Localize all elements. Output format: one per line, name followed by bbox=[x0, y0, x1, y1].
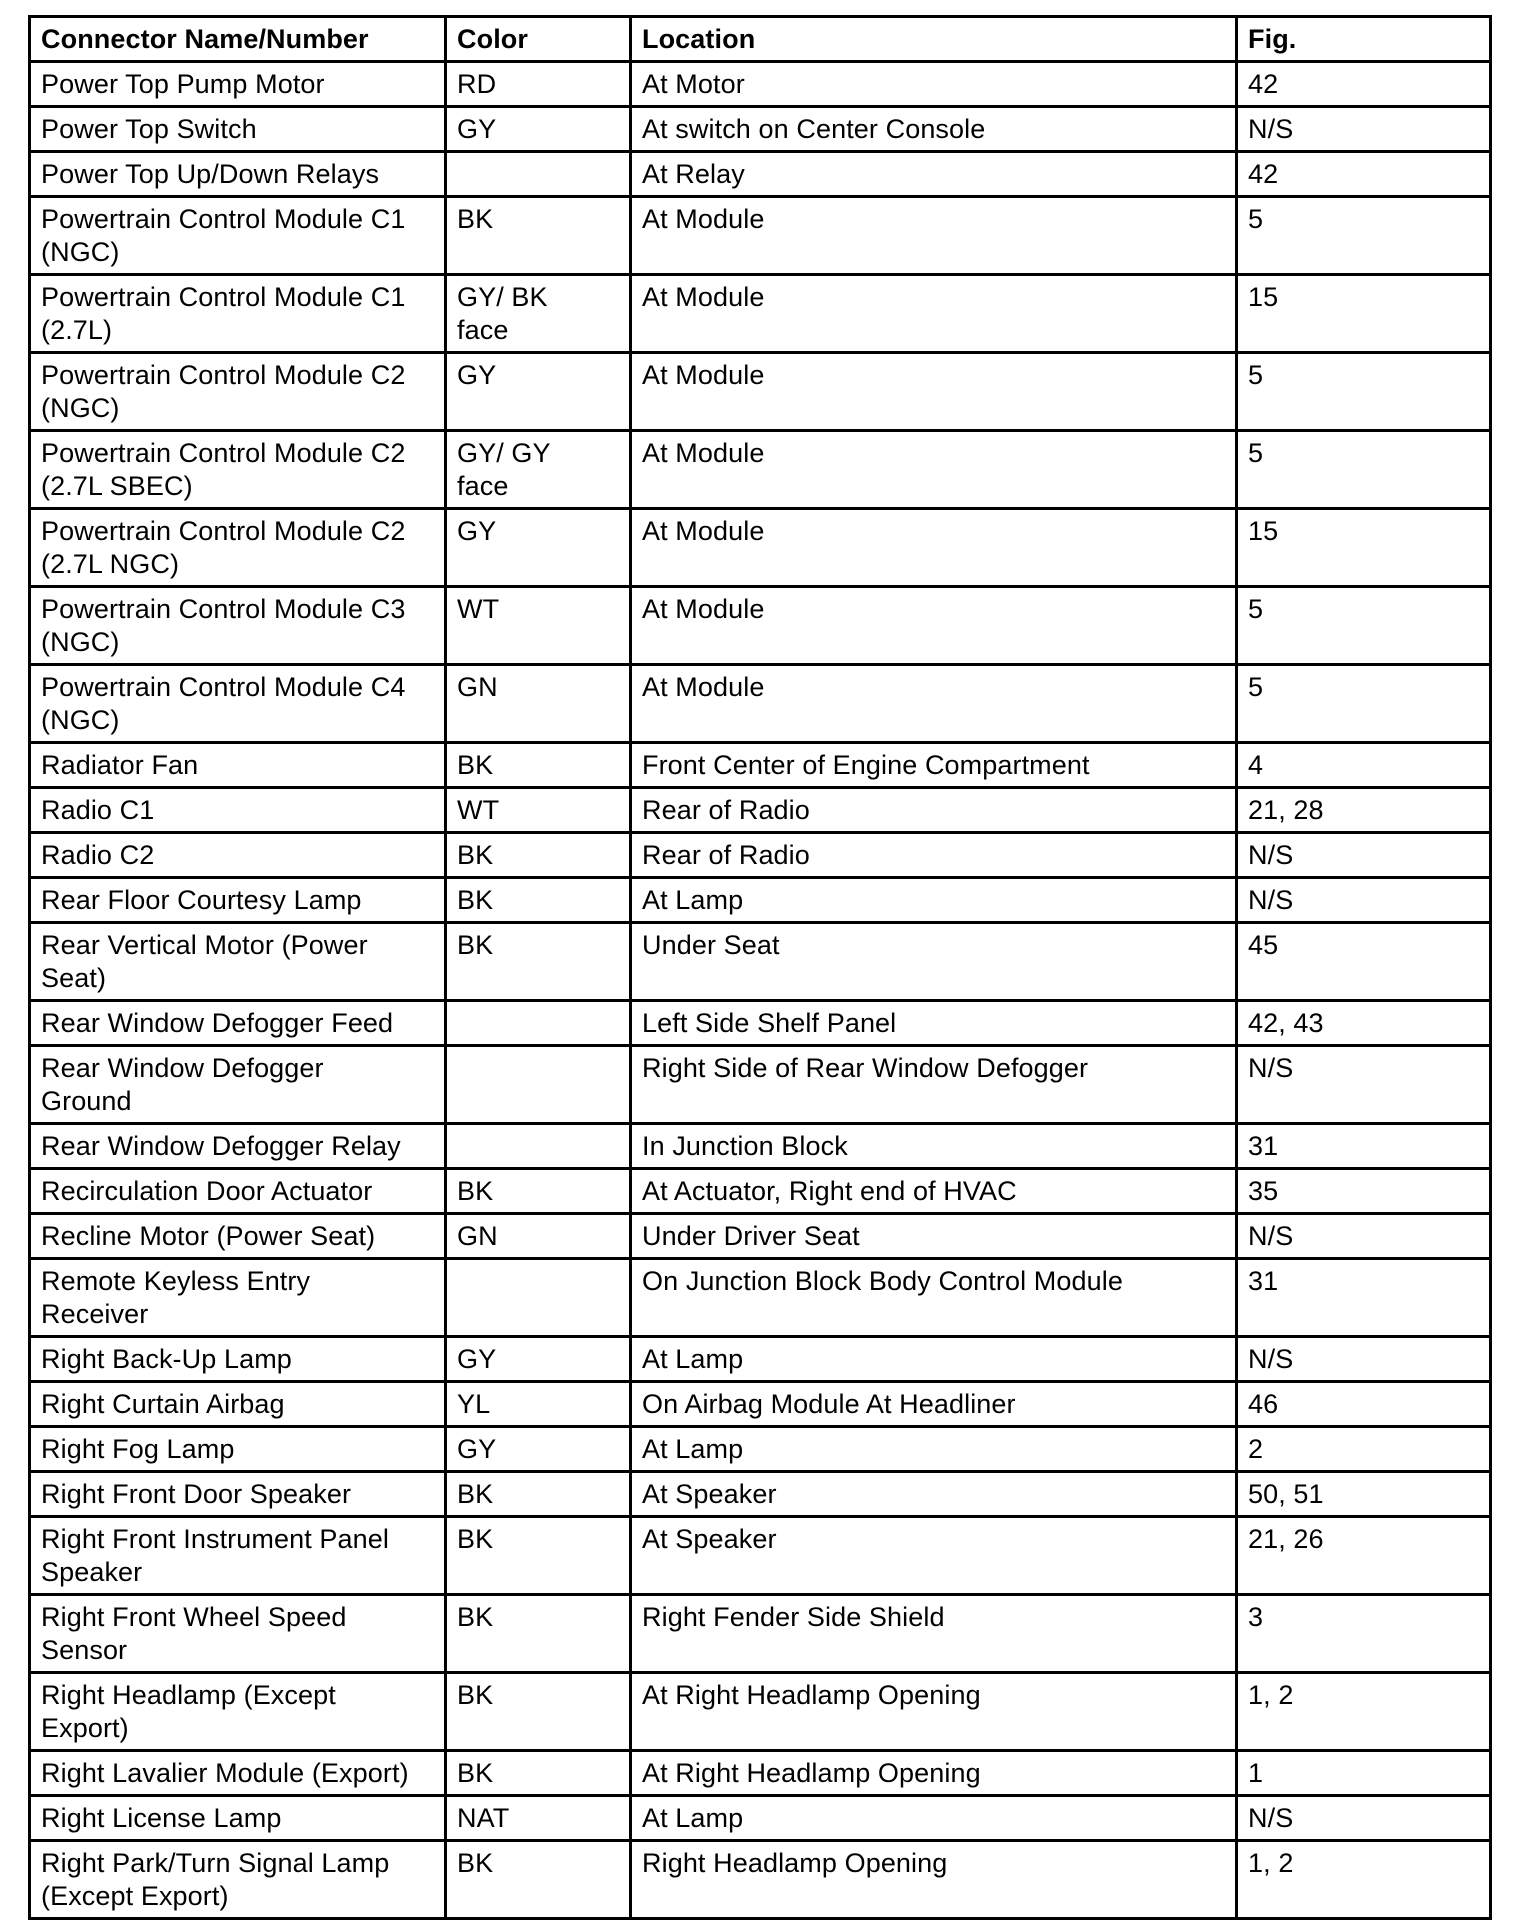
cell-color: BK bbox=[446, 1595, 631, 1673]
table-row bbox=[30, 587, 1491, 665]
cell-fig: 21, 26 bbox=[1237, 1517, 1491, 1595]
cell-fig: 21, 28 bbox=[1237, 788, 1491, 833]
cell-location: At switch on Center Console bbox=[631, 107, 1237, 152]
cell-connector-name: Right Front Door Speaker bbox=[30, 1472, 446, 1517]
header-connector-name: Connector Name/Number bbox=[30, 17, 446, 62]
cell-fig: N/S bbox=[1237, 1214, 1491, 1259]
table-row bbox=[30, 1673, 1491, 1751]
table-row bbox=[30, 1046, 1491, 1124]
cell-fig: 5 bbox=[1237, 587, 1491, 665]
cell-fig: 5 bbox=[1237, 665, 1491, 743]
cell-color: BK bbox=[446, 743, 631, 788]
table-row bbox=[30, 1337, 1491, 1382]
cell-connector-name: Recline Motor (Power Seat) bbox=[30, 1214, 446, 1259]
cell-location: At Lamp bbox=[631, 878, 1237, 923]
cell-connector-name: Powertrain Control Module C4 (NGC) bbox=[30, 665, 446, 743]
cell-color: RD bbox=[446, 62, 631, 107]
cell-fig: 15 bbox=[1237, 509, 1491, 587]
cell-connector-name: Right Front Instrument Panel Speaker bbox=[30, 1517, 446, 1595]
cell-connector-name: Remote Keyless Entry Receiver bbox=[30, 1259, 446, 1337]
table-row bbox=[30, 353, 1491, 431]
table-row bbox=[30, 878, 1491, 923]
cell-location: Right Headlamp Opening bbox=[631, 1841, 1237, 1919]
cell-fig: 31 bbox=[1237, 1259, 1491, 1337]
cell-color: GY bbox=[446, 107, 631, 152]
cell-color: BK bbox=[446, 1841, 631, 1919]
cell-location: At Motor bbox=[631, 62, 1237, 107]
cell-location: At Module bbox=[631, 197, 1237, 275]
cell-fig: 15 bbox=[1237, 275, 1491, 353]
table-row bbox=[30, 833, 1491, 878]
table-row bbox=[30, 1841, 1491, 1919]
cell-fig: 42, 43 bbox=[1237, 1001, 1491, 1046]
cell-color: BK bbox=[446, 1472, 631, 1517]
cell-connector-name: Right Fog Lamp bbox=[30, 1427, 446, 1472]
cell-connector-name: Power Top Switch bbox=[30, 107, 446, 152]
cell-connector-name: Rear Floor Courtesy Lamp bbox=[30, 878, 446, 923]
cell-color: GY bbox=[446, 1337, 631, 1382]
table-row bbox=[30, 1214, 1491, 1259]
cell-color bbox=[446, 152, 631, 197]
cell-connector-name: Power Top Up/Down Relays bbox=[30, 152, 446, 197]
table-row bbox=[30, 197, 1491, 275]
cell-connector-name: Right Back-Up Lamp bbox=[30, 1337, 446, 1382]
cell-fig: 42 bbox=[1237, 152, 1491, 197]
cell-color: WT bbox=[446, 788, 631, 833]
cell-fig: 42 bbox=[1237, 62, 1491, 107]
cell-location: At Speaker bbox=[631, 1472, 1237, 1517]
table-body bbox=[30, 62, 1491, 1919]
cell-location: At Relay bbox=[631, 152, 1237, 197]
cell-connector-name: Powertrain Control Module C2 (2.7L NGC) bbox=[30, 509, 446, 587]
cell-connector-name: Right Lavalier Module (Export) bbox=[30, 1751, 446, 1796]
cell-color: GY bbox=[446, 509, 631, 587]
cell-color: BK bbox=[446, 923, 631, 1001]
cell-location: Rear of Radio bbox=[631, 833, 1237, 878]
cell-connector-name: Right Curtain Airbag bbox=[30, 1382, 446, 1427]
table-row bbox=[30, 275, 1491, 353]
cell-location: At Module bbox=[631, 665, 1237, 743]
cell-fig: 31 bbox=[1237, 1124, 1491, 1169]
cell-color: BK bbox=[446, 197, 631, 275]
cell-connector-name: Powertrain Control Module C2 (NGC) bbox=[30, 353, 446, 431]
cell-connector-name: Right Park/Turn Signal Lamp (Except Export) bbox=[30, 1841, 446, 1919]
cell-location: On Airbag Module At Headliner bbox=[631, 1382, 1237, 1427]
table-row bbox=[30, 743, 1491, 788]
cell-connector-name: Radio C2 bbox=[30, 833, 446, 878]
cell-color: GN bbox=[446, 665, 631, 743]
table-row bbox=[30, 665, 1491, 743]
cell-fig: 2 bbox=[1237, 1427, 1491, 1472]
cell-location: At Module bbox=[631, 587, 1237, 665]
cell-location: Right Fender Side Shield bbox=[631, 1595, 1237, 1673]
table-row bbox=[30, 1259, 1491, 1337]
table-row bbox=[30, 1169, 1491, 1214]
cell-color: BK bbox=[446, 1673, 631, 1751]
header-color: Color bbox=[446, 17, 631, 62]
cell-color: GY bbox=[446, 1427, 631, 1472]
cell-fig: 50, 51 bbox=[1237, 1472, 1491, 1517]
cell-connector-name: Recirculation Door Actuator bbox=[30, 1169, 446, 1214]
cell-fig: 3 bbox=[1237, 1595, 1491, 1673]
cell-connector-name: Powertrain Control Module C2 (2.7L SBEC) bbox=[30, 431, 446, 509]
cell-fig: 4 bbox=[1237, 743, 1491, 788]
cell-connector-name: Powertrain Control Module C1 (2.7L) bbox=[30, 275, 446, 353]
table-row bbox=[30, 62, 1491, 107]
cell-color: WT bbox=[446, 587, 631, 665]
cell-color bbox=[446, 1046, 631, 1124]
cell-fig: 5 bbox=[1237, 431, 1491, 509]
table-row bbox=[30, 1427, 1491, 1472]
cell-connector-name: Radio C1 bbox=[30, 788, 446, 833]
cell-location: Front Center of Engine Compartment bbox=[631, 743, 1237, 788]
cell-location: Under Driver Seat bbox=[631, 1214, 1237, 1259]
cell-color: YL bbox=[446, 1382, 631, 1427]
cell-connector-name: Radiator Fan bbox=[30, 743, 446, 788]
cell-fig: 1, 2 bbox=[1237, 1841, 1491, 1919]
cell-connector-name: Rear Window Defogger Relay bbox=[30, 1124, 446, 1169]
cell-connector-name: Power Top Pump Motor bbox=[30, 62, 446, 107]
cell-color: GY/ GY face bbox=[446, 431, 631, 509]
table-row bbox=[30, 1796, 1491, 1841]
table-row bbox=[30, 1751, 1491, 1796]
cell-fig: 1 bbox=[1237, 1751, 1491, 1796]
cell-location: Left Side Shelf Panel bbox=[631, 1001, 1237, 1046]
table-row bbox=[30, 1382, 1491, 1427]
cell-location: On Junction Block Body Control Module bbox=[631, 1259, 1237, 1337]
cell-location: At Module bbox=[631, 509, 1237, 587]
table-row bbox=[30, 107, 1491, 152]
table-row bbox=[30, 788, 1491, 833]
cell-color: BK bbox=[446, 1751, 631, 1796]
cell-color: GY/ BK face bbox=[446, 275, 631, 353]
table-row bbox=[30, 509, 1491, 587]
cell-fig: N/S bbox=[1237, 833, 1491, 878]
cell-location: At Lamp bbox=[631, 1337, 1237, 1382]
cell-fig: N/S bbox=[1237, 1796, 1491, 1841]
cell-location: At Actuator, Right end of HVAC bbox=[631, 1169, 1237, 1214]
cell-location: At Right Headlamp Opening bbox=[631, 1673, 1237, 1751]
table-row bbox=[30, 923, 1491, 1001]
table-row bbox=[30, 1517, 1491, 1595]
cell-color: BK bbox=[446, 833, 631, 878]
cell-location: At Lamp bbox=[631, 1427, 1237, 1472]
cell-color bbox=[446, 1124, 631, 1169]
cell-fig: N/S bbox=[1237, 107, 1491, 152]
cell-connector-name: Right Front Wheel Speed Sensor bbox=[30, 1595, 446, 1673]
cell-fig: N/S bbox=[1237, 878, 1491, 923]
table-header-row bbox=[30, 17, 1491, 62]
cell-fig: 46 bbox=[1237, 1382, 1491, 1427]
cell-location: At Module bbox=[631, 431, 1237, 509]
table-row bbox=[30, 1595, 1491, 1673]
cell-location: Under Seat bbox=[631, 923, 1237, 1001]
cell-color: GN bbox=[446, 1214, 631, 1259]
cell-fig: N/S bbox=[1237, 1046, 1491, 1124]
cell-color: BK bbox=[446, 1517, 631, 1595]
cell-color: NAT bbox=[446, 1796, 631, 1841]
cell-color: BK bbox=[446, 878, 631, 923]
cell-color bbox=[446, 1001, 631, 1046]
header-location: Location bbox=[631, 17, 1237, 62]
connector-table bbox=[28, 15, 1492, 1920]
cell-fig: 1, 2 bbox=[1237, 1673, 1491, 1751]
cell-location: At Speaker bbox=[631, 1517, 1237, 1595]
cell-location: Rear of Radio bbox=[631, 788, 1237, 833]
table-row bbox=[30, 152, 1491, 197]
cell-location: At Module bbox=[631, 275, 1237, 353]
cell-location: Right Side of Rear Window Defogger bbox=[631, 1046, 1237, 1124]
cell-fig: 35 bbox=[1237, 1169, 1491, 1214]
table-row bbox=[30, 1124, 1491, 1169]
cell-color: GY bbox=[446, 353, 631, 431]
table-row bbox=[30, 1472, 1491, 1517]
cell-location: In Junction Block bbox=[631, 1124, 1237, 1169]
cell-location: At Right Headlamp Opening bbox=[631, 1751, 1237, 1796]
cell-color bbox=[446, 1259, 631, 1337]
cell-fig: N/S bbox=[1237, 1337, 1491, 1382]
cell-location: At Module bbox=[631, 353, 1237, 431]
cell-connector-name: Rear Vertical Motor (Power Seat) bbox=[30, 923, 446, 1001]
cell-fig: 5 bbox=[1237, 197, 1491, 275]
cell-fig: 45 bbox=[1237, 923, 1491, 1001]
cell-connector-name: Powertrain Control Module C1 (NGC) bbox=[30, 197, 446, 275]
header-fig: Fig. bbox=[1237, 17, 1491, 62]
cell-connector-name: Rear Window Defogger Ground bbox=[30, 1046, 446, 1124]
cell-color: BK bbox=[446, 1169, 631, 1214]
table-row bbox=[30, 1001, 1491, 1046]
table-row bbox=[30, 431, 1491, 509]
cell-connector-name: Powertrain Control Module C3 (NGC) bbox=[30, 587, 446, 665]
cell-location: At Lamp bbox=[631, 1796, 1237, 1841]
cell-fig: 5 bbox=[1237, 353, 1491, 431]
cell-connector-name: Rear Window Defogger Feed bbox=[30, 1001, 446, 1046]
cell-connector-name: Right Headlamp (Except Export) bbox=[30, 1673, 446, 1751]
cell-connector-name: Right License Lamp bbox=[30, 1796, 446, 1841]
